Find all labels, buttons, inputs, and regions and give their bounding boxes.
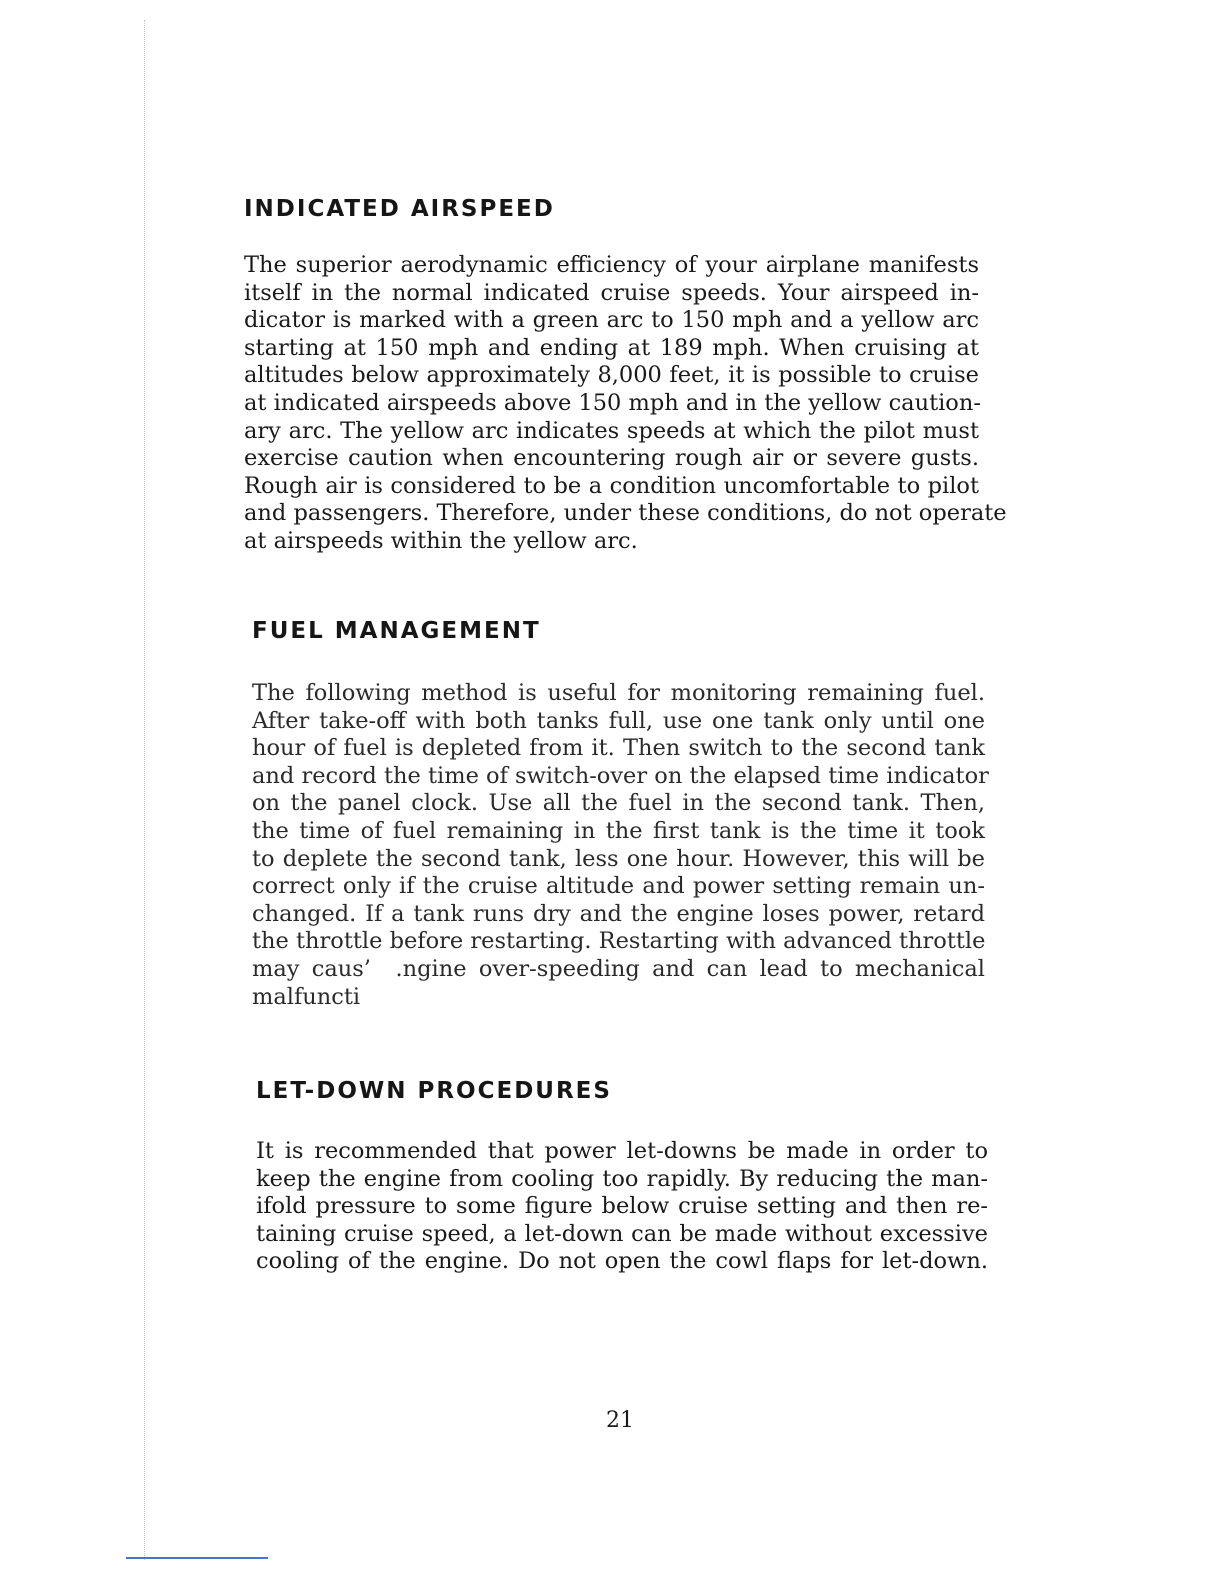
text-line: to deplete the second tank, less one hour. However, this will be	[252, 845, 985, 872]
section-fuel-management	[252, 618, 989, 1011]
footer-rule	[126, 1557, 268, 1559]
text-line: The superior aerodynamic efficiency of your airplane manifests	[244, 252, 979, 278]
text-line: After take-off with both tanks full, use one tank only until one	[252, 707, 985, 734]
text-line: on the panel clock. Use all the fuel in the second tank. Then,	[252, 790, 985, 817]
text-line: exercise caution when encountering rough air or severe gusts.	[244, 445, 979, 472]
binding-edge-dots	[144, 20, 145, 1560]
text-line: and record the time of switch-over on the elapsed time indicator	[252, 762, 989, 789]
section-paragraph	[256, 1138, 988, 1276]
text-line: and passengers. Therefore, under these conditions, do not operate	[244, 500, 1007, 527]
section-heading: FUEL MANAGEMENT	[252, 618, 541, 644]
text-line: It is recommended that power let-downs be made in order to	[256, 1138, 988, 1164]
text-line: the throttle before restarting. Restarting with advanced throttle	[252, 928, 986, 955]
text-line: keep the engine from cooling too rapidly. By reducing the man-	[256, 1165, 988, 1192]
text-line: correct only if the cruise altitude and power setting remain un-	[252, 873, 985, 900]
section-paragraph	[244, 252, 1007, 556]
text-line: at airspeeds within the yellow arc.	[244, 527, 638, 554]
text-line: altitudes below approximately 8,000 feet, it is possible to cruise	[244, 362, 979, 389]
text-line: malfuncti	[252, 983, 361, 1010]
section-paragraph	[252, 680, 989, 1011]
text-line: The following method is useful for monitoring remaining fuel.	[252, 680, 985, 706]
section-heading: LET-DOWN PROCEDURES	[256, 1078, 612, 1104]
section-indicated-airspeed	[244, 196, 1007, 556]
text-line: cooling of the engine. Do not open the cowl flaps for let-down.	[256, 1248, 988, 1275]
text-line: hour of fuel is depleted from it. Then switch to the second tank	[252, 735, 985, 762]
text-line: ifold pressure to some figure below cruise setting and then re-	[256, 1193, 988, 1220]
page-number: 21	[606, 1408, 634, 1433]
text-line: at indicated airspeeds above 150 mph and in the yellow caution-	[244, 389, 981, 416]
text-line: ary arc. The yellow arc indicates speeds at which the pilot must	[244, 417, 979, 444]
section-let-down-procedures	[256, 1078, 988, 1276]
text-line: Rough air is considered to be a condition uncomfortable to pilot	[244, 472, 979, 499]
text-line: changed. If a tank runs dry and the engine loses power, retard	[252, 900, 985, 927]
text-line: starting at 150 mph and ending at 189 mph. When cruising at	[244, 334, 979, 361]
text-line: may caus’ .ngine over-speeding and can lead to mechanical	[252, 955, 985, 982]
text-line: dicator is marked with a green arc to 150 mph and a yellow arc	[244, 307, 979, 334]
section-heading: INDICATED AIRSPEED	[244, 196, 555, 222]
text-line: taining cruise speed, a let-down can be madе without excessive	[256, 1220, 988, 1247]
text-line: itself in the normal indicated cruise speeds. Your airspeed in-	[244, 279, 979, 306]
text-line: the time of fuel remaining in the first tank is the time it took	[252, 817, 985, 844]
